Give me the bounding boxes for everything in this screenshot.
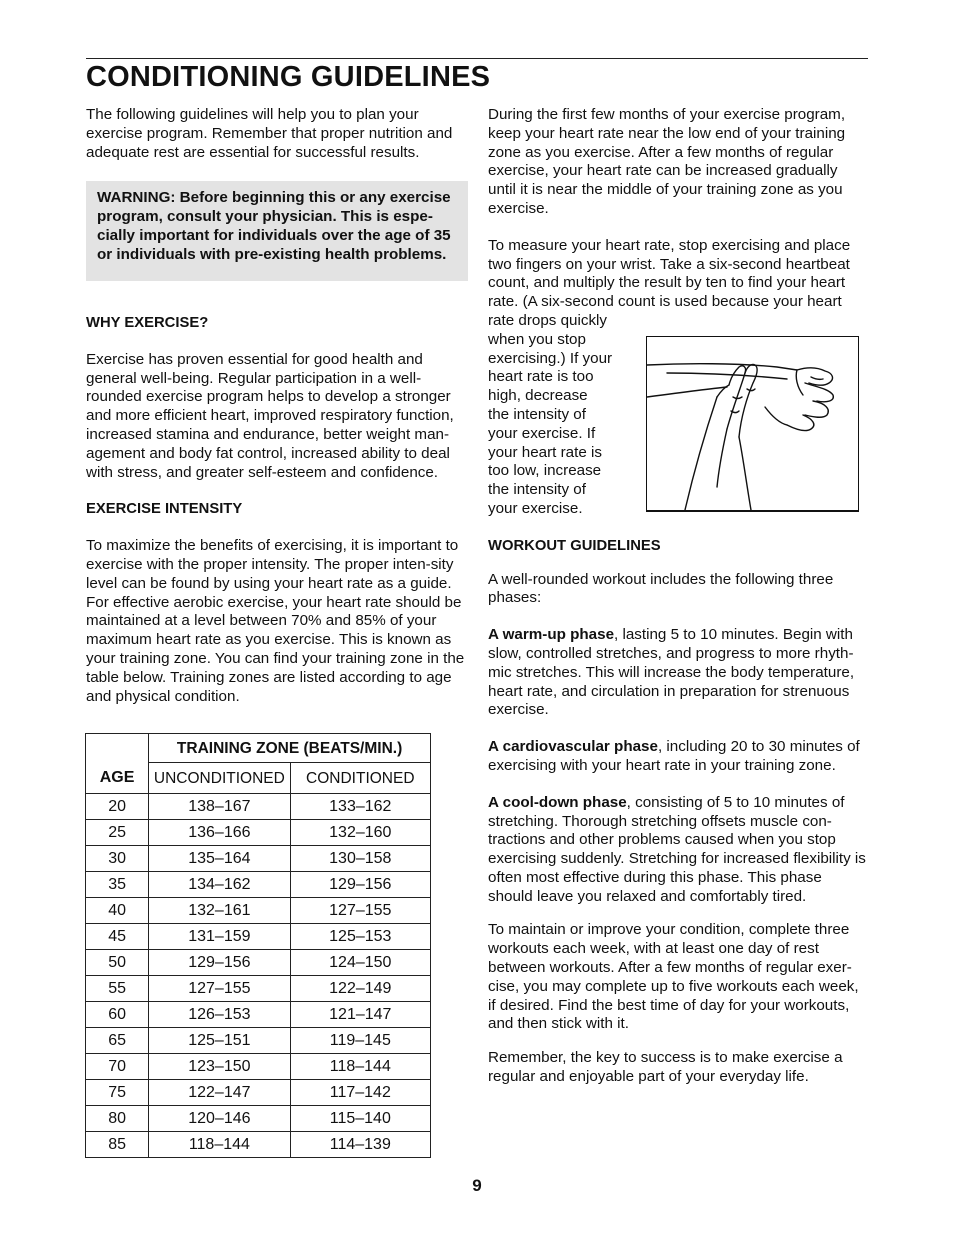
- age-cell: 50: [86, 950, 149, 976]
- remember-paragraph: Remember, the key to success is to make exercise a regular and enjoyable part of your everyday life.: [488, 1049, 843, 1086]
- table-row: [86, 924, 431, 950]
- age-cell: 60: [86, 1002, 149, 1028]
- unconditioned-cell: 131–159: [149, 924, 290, 950]
- measure-line: the intensity of: [488, 405, 586, 423]
- unconditioned-cell: 120–146: [149, 1106, 290, 1132]
- table-row: [86, 1002, 431, 1028]
- page-title: CONDITIONING GUIDELINES: [86, 61, 491, 93]
- unconditioned-cell: 132–161: [149, 898, 290, 924]
- measure-line: rate drops quickly: [488, 311, 608, 329]
- cardio-text: , including 20 to 30 minutes of exercising with your heart rate in your training zone.: [488, 738, 860, 774]
- why-exercise-heading: WHY EXERCISE?: [86, 315, 209, 332]
- table-row: [86, 950, 431, 976]
- measure-line: the intensity of: [488, 481, 586, 499]
- cool-down-label: A cool-down phase: [488, 793, 627, 811]
- conditioned-cell: 132–160: [290, 820, 430, 846]
- table-row: [86, 1054, 431, 1080]
- unconditioned-cell: 136–166: [149, 820, 290, 846]
- table-row: [86, 794, 431, 820]
- conditioned-cell: 118–144: [290, 1054, 430, 1080]
- table-row: [86, 1132, 431, 1158]
- training-zone-table: [85, 733, 431, 1158]
- conditioned-cell: 122–149: [290, 976, 430, 1002]
- left-column: [86, 106, 468, 706]
- top-rule: [86, 58, 868, 59]
- intro-paragraph: The following guidelines will help you to plan your exercise program. Remember that proper nutrition and adequate rest are essential for successful results.: [86, 106, 453, 161]
- conditioned-cell: 127–155: [290, 898, 430, 924]
- exercise-intensity-heading: EXERCISE INTENSITY: [86, 501, 243, 518]
- table-row: [86, 846, 431, 872]
- table-row: [86, 1106, 431, 1132]
- measure-line: when you stop: [488, 330, 586, 348]
- first-months-paragraph: During the first few months of your exercise program, keep your heart rate near the low end of your training zone as you exercise. After a few months of regular exercise, your heart rate can be increased gradually until it is near the middle of your training zone as you exercise.: [488, 106, 846, 217]
- maintain-paragraph: To maintain or improve your condition, complete three workouts each week, with at least one day of rest between workouts. After a few months of regular exer-cise, you may complete up to five workouts each week, if desired. Find the best time of day for your workouts, and then stick with it.: [488, 921, 859, 1033]
- table-row: [86, 1080, 431, 1106]
- warm-up-label: A warm-up phase: [488, 626, 615, 644]
- cool-down-paragraph: [488, 794, 868, 907]
- conditioned-cell: 129–156: [290, 872, 430, 898]
- age-header: AGE: [86, 734, 149, 794]
- measure-line: heart rate is too: [488, 368, 594, 386]
- conditioned-cell: 121–147: [290, 1002, 430, 1028]
- why-exercise-text: Exercise has proven essential for good health and general well-being. Regular participation in a well-rounded exercise program helps to develop a stronger and more efficient heart, improved respiratory function, increased stamina and endurance, better weight man-agement and body fat control, increased ability to deal with stress, and greater self-esteem and confidence.: [86, 350, 454, 481]
- measure-line: your exercise.: [488, 499, 583, 517]
- wrist-fingers-drawing: [647, 337, 858, 510]
- table-row: [86, 1028, 431, 1054]
- table-row: [86, 872, 431, 898]
- unconditioned-cell: 125–151: [149, 1028, 290, 1054]
- unconditioned-cell: 122–147: [149, 1080, 290, 1106]
- conditioned-cell: 133–162: [290, 794, 430, 820]
- unconditioned-header: UNCONDITIONED: [149, 763, 290, 794]
- age-cell: 25: [86, 820, 149, 846]
- warm-up-text: , lasting 5 to 10 minutes. Begin with slow, controlled stretches, and progress to more rhyth-mic stretches. This will increase the body temperature, heart rate, and circulation in preparation for strenuous exercise.: [488, 626, 855, 719]
- pulse-check-illustration: [646, 336, 859, 512]
- measure-heart-rate-paragraph: To measure your heart rate, stop exercising and place two fingers on your wrist. Take a six-second heartbeat count, and multiply the result by ten to find your heart rate. (A six-second count is used because your heart: [488, 236, 851, 311]
- conditioned-cell: 115–140: [290, 1106, 430, 1132]
- cardio-label: A cardiovascular phase: [488, 738, 658, 756]
- unconditioned-cell: 135–164: [149, 846, 290, 872]
- right-column: [488, 106, 868, 1087]
- table-row: [86, 820, 431, 846]
- measure-line: exercising.) If your: [488, 349, 613, 367]
- unconditioned-cell: 127–155: [149, 976, 290, 1002]
- unconditioned-cell: 134–162: [149, 872, 290, 898]
- age-cell: 70: [86, 1054, 149, 1080]
- age-cell: 80: [86, 1106, 149, 1132]
- exercise-intensity-text: To maximize the benefits of exercising, it is important to exercise with the proper intensity. The proper inten-sity level can be found by using your heart rate as a guide. For effective aerobic exercise, your heart rate should be maintained at a level between 70% and 85% of your maximum heart rate as you exercise. This is known as your training zone. You can find your training zone in the table below. Training zones are listed according to age and physical condition.: [86, 537, 465, 705]
- warm-up-paragraph: [488, 626, 868, 720]
- age-cell: 40: [86, 898, 149, 924]
- unconditioned-cell: 126–153: [149, 1002, 290, 1028]
- warning-text: WARNING: Before beginning this or any exercise program, consult your physician. This is espe-cially important for individuals over the age of 35 or individuals with pre-existing health problems.: [97, 189, 451, 264]
- conditioned-cell: 114–139: [290, 1132, 430, 1158]
- unconditioned-cell: 138–167: [149, 794, 290, 820]
- age-cell: 55: [86, 976, 149, 1002]
- training-zone-header: TRAINING ZONE (BEATS/MIN.): [149, 734, 431, 763]
- age-cell: 65: [86, 1028, 149, 1054]
- age-cell: 35: [86, 872, 149, 898]
- workout-intro: A well-rounded workout includes the following three phases:: [488, 570, 834, 607]
- age-cell: 75: [86, 1080, 149, 1106]
- unconditioned-cell: 123–150: [149, 1054, 290, 1080]
- table-row: [86, 898, 431, 924]
- conditioned-cell: 124–150: [290, 950, 430, 976]
- training-zone-rows: [86, 794, 431, 1158]
- age-cell: 20: [86, 794, 149, 820]
- measure-line: your heart rate is: [488, 443, 602, 461]
- measure-line: high, decrease: [488, 387, 588, 405]
- conditioned-cell: 117–142: [290, 1080, 430, 1106]
- conditioned-header: CONDITIONED: [290, 763, 430, 794]
- measure-line: your exercise. If: [488, 424, 596, 442]
- conditioned-cell: 130–158: [290, 846, 430, 872]
- workout-guidelines-heading: WORKOUT GUIDELINES: [488, 537, 661, 554]
- unconditioned-cell: 118–144: [149, 1132, 290, 1158]
- cardio-paragraph: [488, 738, 868, 776]
- age-cell: 30: [86, 846, 149, 872]
- warning-box: [86, 181, 468, 281]
- measure-line: too low, increase: [488, 462, 602, 480]
- conditioned-cell: 119–145: [290, 1028, 430, 1054]
- age-cell: 85: [86, 1132, 149, 1158]
- conditioned-cell: 125–153: [290, 924, 430, 950]
- unconditioned-cell: 129–156: [149, 950, 290, 976]
- cool-down-text: , consisting of 5 to 10 minutes of stretching. Thorough stretching offsets muscle con-tractions and other problems caused when you stop exercising suddenly. Stretching for increased flexibility is often most effective during this phase. This phase should leave you relaxed and comfortably tired.: [488, 793, 866, 905]
- page-number: 9: [472, 1176, 482, 1195]
- age-cell: 45: [86, 924, 149, 950]
- table-row: [86, 976, 431, 1002]
